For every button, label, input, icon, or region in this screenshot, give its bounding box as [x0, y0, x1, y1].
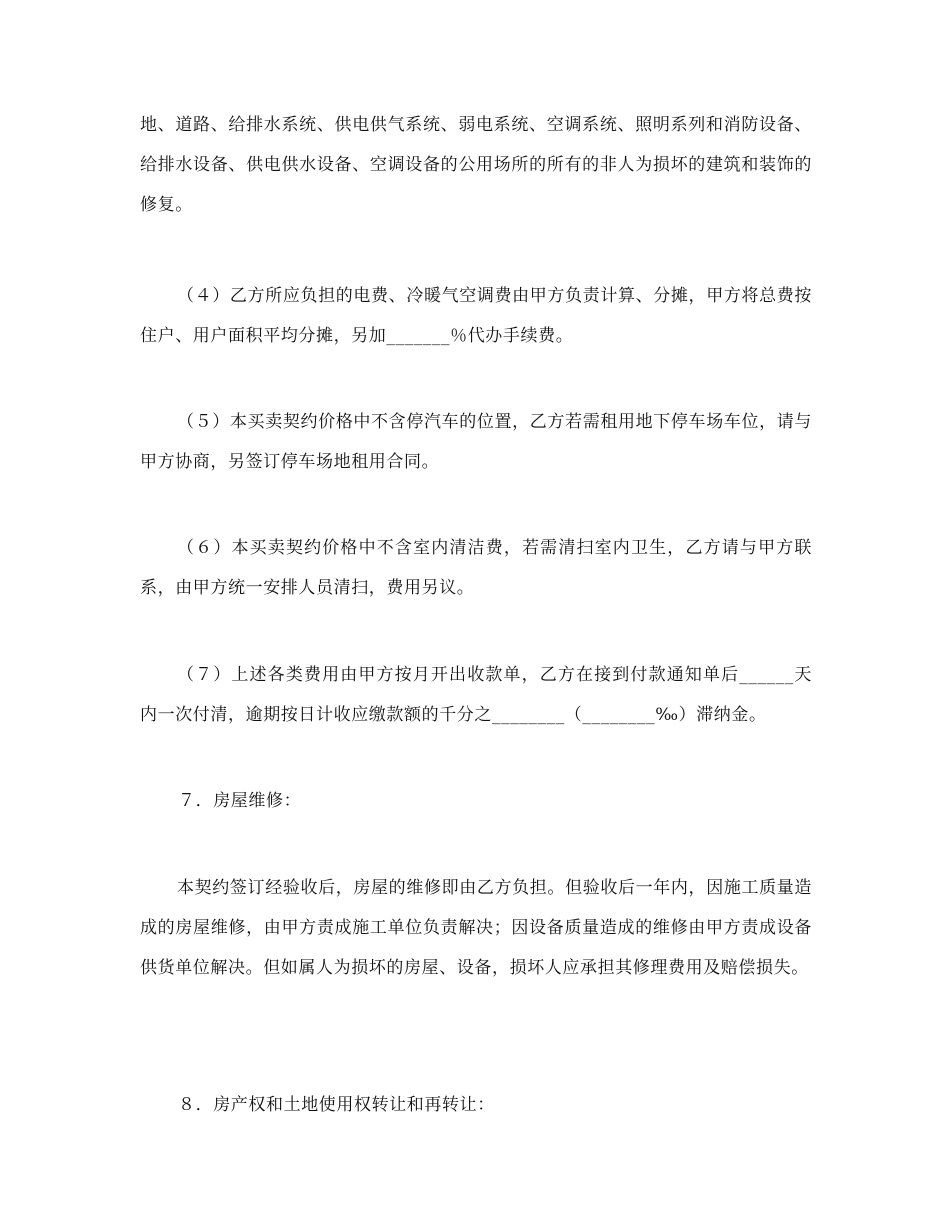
paragraph-item-5-parking: （５）本买卖契约价格中不含停汽车的位置，乙方若需租用地下停车场车位，请与甲方协商，另签订停车场地租用合同。 [140, 412, 812, 472]
paragraph-item-7-payment: （７）上述各类费用由甲方按月开出收款单，乙方在接到付款通知单后______天内一次付清，逾期按日计收应缴款额的千分之________（________‰）滞纳金。 [140, 665, 812, 725]
paragraph-item-6-cleaning: （６）本买卖契约价格中不含室内清洁费，若需清扫室内卫生，乙方请与甲方联系，由甲方统一安排人员清扫，费用另议。 [140, 538, 812, 598]
paragraph-item-4-electricity-fees: （４）乙方所应负担的电费、冷暖气空调费由甲方负责计算、分摊，甲方将总费按住户、用户面积平均分摊，另加_______％代办手续费。 [140, 286, 812, 346]
section-heading-7-house-repair: ７．房屋维修： [178, 791, 302, 811]
paragraph-house-repair: 本契约签订经验收后，房屋的维修即由乙方负担。但验收后一年内，因施工质量造成的房屋维修，由甲方责成施工单位负责解决；因设备质量造成的维修由甲方责成设备供货单位解决。但如属人为损坏的房屋、设备，损坏人应承担其修理费用及赔偿损失。 [140, 878, 812, 978]
section-heading-8-property-transfer: ８．房产权和土地使用权转让和再转让： [178, 1095, 495, 1115]
paragraph-public-facilities-repair: 地、道路、给排水系统、供电供气系统、弱电系统、空调系统、照明系列和消防设备、给排水设备、供电供水设备、空调设备的公用场所的所有的非人为损坏的建筑和装饰的修复。 [140, 115, 812, 215]
